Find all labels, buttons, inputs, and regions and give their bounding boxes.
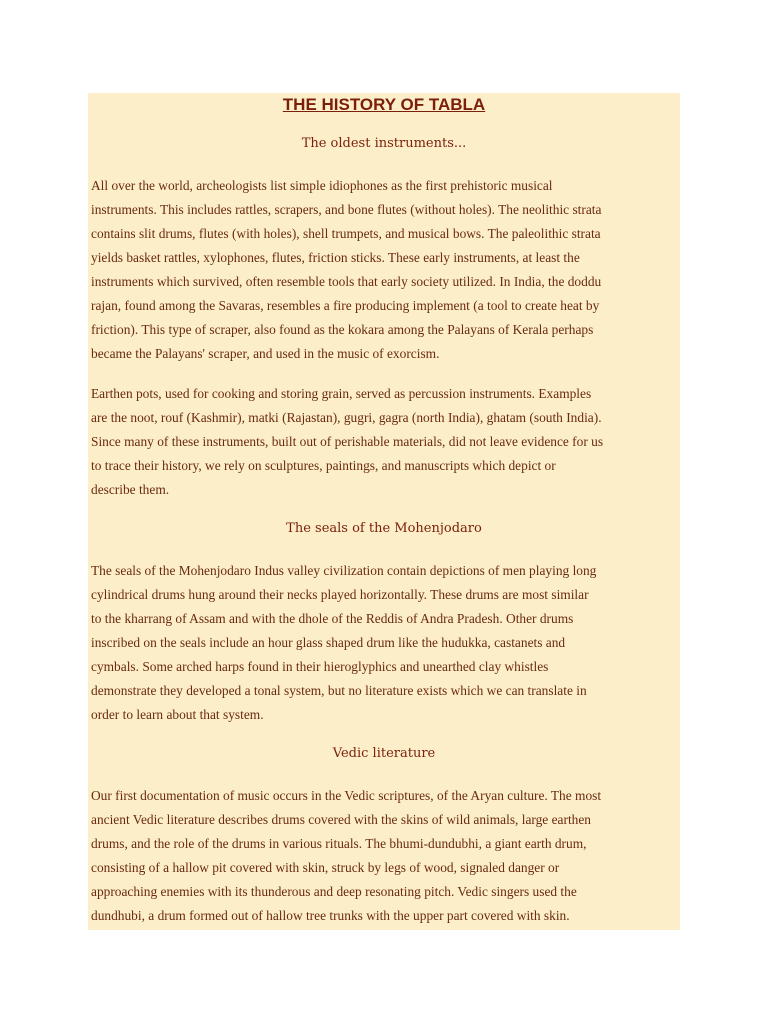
text-line: cylindrical drums hung around their necks played horizontally. These drums are most similar (91, 587, 589, 602)
section-heading-oldest-instruments: The oldest instruments... (301, 136, 467, 151)
text-line: to trace their history, we rely on sculptures, paintings, and manuscripts which depict or (91, 458, 556, 473)
text-line: inscribed on the seals include an hour glass shaped drum like the hudukka, castanets and (91, 635, 566, 650)
text-line: to the kharrang of Assam and with the dhole of the Reddis of Andra Pradesh. Other drums (91, 611, 574, 626)
paragraph-vedic (91, 784, 677, 928)
section-heading-vedic-literature: Vedic literature (332, 746, 436, 761)
text-line: dundhubi, a drum formed out of hallow tree trunks with the upper part covered with skin. (91, 908, 570, 923)
text-line: drums, and the role of the drums in various rituals. The bhumi-dundubhi, a giant earth drum, (91, 836, 587, 851)
text-line: The seals of the Mohenjodaro Indus valley civilization contain depictions of men playing long (91, 563, 597, 578)
text-line: yields basket rattles, xylophones, flutes, friction sticks. These early instruments, at least the (91, 250, 580, 265)
paragraph-idiophones (91, 174, 677, 366)
text-line: Our first documentation of music occurs in the Vedic scriptures, of the Aryan culture. The most (91, 788, 602, 803)
text-line: instruments which survived, often resemble tools that early society utilized. In India, the doddu (91, 274, 602, 289)
paragraph-earthen-pots (91, 382, 677, 502)
text-line: Since many of these instruments, built out of perishable materials, did not leave evidence for us (91, 434, 604, 449)
text-line: approaching enemies with its thunderous and deep resonating pitch. Vedic singers used the (91, 884, 577, 899)
text-line: are the noot, rouf (Kashmir), matki (Rajastan), gugri, gagra (north India), ghatam (south India). (91, 410, 602, 425)
section-heading-mohenjodaro-seals: The seals of the Mohenjodaro (286, 521, 482, 536)
text-line: ancient Vedic literature describes drums covered with the skins of wild animals, large earthen (91, 812, 592, 827)
text-line: contains slit drums, flutes (with holes), shell trumpets, and musical bows. The paleolithic strata (91, 226, 601, 241)
text-line: instruments. This includes rattles, scrapers, and bone flutes (without holes). The neolithic strata (91, 202, 602, 217)
text-line: cymbals. Some arched harps found in their hieroglyphics and unearthed clay whistles (91, 659, 549, 674)
paragraph-mohenjodaro (91, 559, 677, 727)
text-line: order to learn about that system. (91, 707, 264, 722)
text-line: rajan, found among the Savaras, resembles a fire producing implement (a tool to create heat by (91, 298, 600, 313)
text-line: became the Palayans' scraper, and used in the music of exorcism. (91, 346, 440, 361)
document-page (88, 93, 680, 930)
text-line: demonstrate they developed a tonal system, but no literature exists which we can translate in (91, 683, 587, 698)
text-line: All over the world, archeologists list simple idiophones as the first prehistoric musical (91, 178, 553, 193)
document-title: THE HISTORY OF TABLA (282, 95, 486, 114)
text-line: friction). This type of scraper, also found as the kokara among the Palayans of Kerala perhaps (91, 322, 594, 337)
text-line: Earthen pots, used for cooking and storing grain, served as percussion instruments. Examples (91, 386, 592, 401)
text-line: consisting of a hallow pit covered with skin, struck by legs of wood, signaled danger or (91, 860, 560, 875)
text-line: describe them. (91, 482, 170, 497)
